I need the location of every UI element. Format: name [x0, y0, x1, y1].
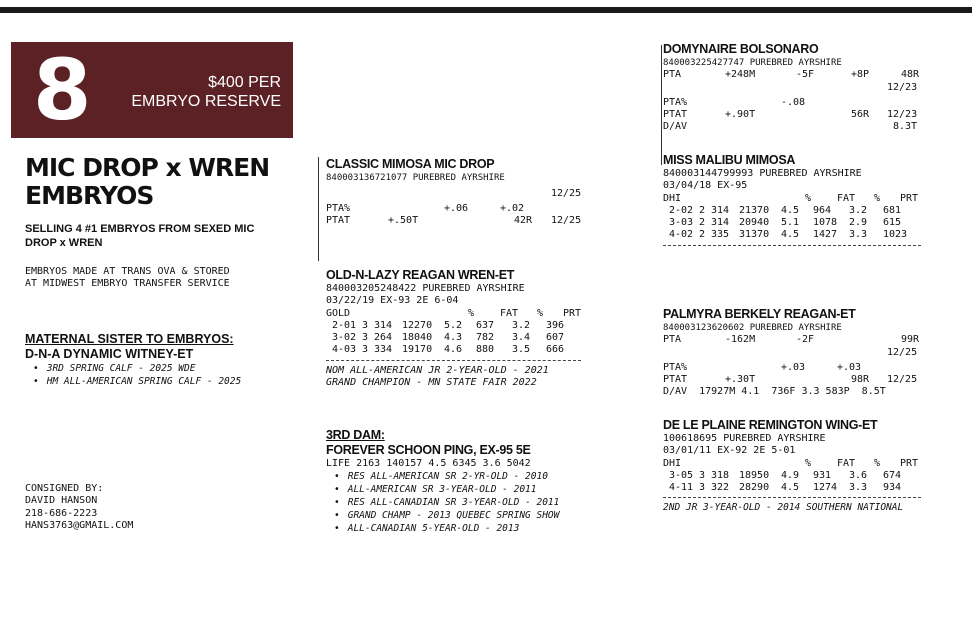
cell-pct: 4.6: [444, 344, 463, 356]
header-fat: FAT: [837, 457, 856, 469]
pta-pct-label: PTA%: [663, 96, 688, 108]
consigned-label: CONSIGNED BY:: [25, 483, 104, 494]
cell-fat: 964: [813, 204, 832, 216]
record-table: [663, 205, 925, 242]
header-label: DHI: [663, 192, 682, 204]
cell-fpct: 3.6: [849, 469, 868, 481]
cell-fat: 1078: [813, 217, 838, 229]
third-dam-heading: 3RD DAM:: [326, 428, 385, 442]
cell-c: 318: [711, 469, 730, 481]
cell-pct: 4.5: [781, 229, 800, 241]
made-at-line-2: AT MIDWEST EMBRYO TRANSFER SERVICE: [25, 278, 230, 290]
list-item: • ALL-CANADIAN 5-YEAR-OLD - 2013: [334, 522, 626, 535]
reliability-value: 99R: [901, 334, 920, 346]
dam-block: [326, 268, 591, 389]
cell-milk: 18040: [402, 332, 433, 344]
consignor-email: HANS3763@GMAIL.COM: [25, 519, 134, 531]
cell-b: 3: [362, 344, 369, 356]
header-label: GOLD: [326, 307, 351, 319]
cell-c: 314: [374, 319, 393, 331]
consignor-block: [25, 483, 133, 532]
cell-prt: 666: [546, 344, 565, 356]
domynaire-row-5: [663, 121, 925, 133]
ptat-label: PTAT: [663, 374, 688, 386]
cell-prt: 674: [883, 469, 902, 481]
cell-a: 4-11: [669, 482, 694, 494]
cell-pct: 4.5: [781, 204, 800, 216]
table-row: [326, 332, 591, 344]
made-at-line-1: EMBRYOS MADE AT TRANS OVA & STORED: [25, 266, 230, 277]
fat-value: -5F: [796, 69, 815, 81]
dam-reg: 840003205248422 PUREBRED AYRSHIRE: [326, 283, 525, 294]
cell-milk: 20940: [739, 217, 770, 229]
cell-a: 2-01: [332, 319, 357, 331]
sire-name: CLASSIC MIMOSA MIC DROP: [326, 157, 495, 171]
cell-a: 3-02: [332, 332, 357, 344]
dam-name: OLD-N-LAZY REAGAN WREN-ET: [326, 268, 515, 282]
cell-a: 3-03: [669, 217, 694, 229]
palmyra-block: [663, 307, 925, 399]
milk-value: +248M: [725, 69, 756, 81]
cell-milk: 19170: [402, 344, 433, 356]
dashed-rule: [326, 360, 581, 361]
cell-milk: 18950: [739, 469, 770, 481]
prt-value: +8P: [851, 69, 870, 81]
malibu-name: MISS MALIBU MIMOSA: [663, 153, 796, 167]
dashed-rule: [663, 245, 921, 246]
ptat-label: PTAT: [663, 109, 688, 121]
domynaire-row-4: [663, 109, 925, 121]
cell-milk: 28290: [739, 482, 770, 494]
third-dam-name: FOREVER SCHOON PING, EX-95 5E: [326, 443, 531, 457]
reliability-value: 98R: [851, 374, 870, 386]
ptat-value: +.50T: [388, 214, 419, 226]
cell-milk: 31370: [739, 229, 770, 241]
malibu-block: [663, 153, 925, 250]
milk-value: -162M: [725, 334, 756, 346]
ptat-value: +.30T: [725, 374, 756, 386]
deleplaine-name: DE LE PLAINE REMINGTON WING-ET: [663, 418, 878, 432]
fat-pct-value: +.03: [781, 361, 806, 373]
cell-c: 314: [711, 217, 730, 229]
sire-reg: 840003136721077 PUREBRED AYRSHIRE: [326, 173, 505, 183]
cell-fpct: 3.4: [512, 332, 531, 344]
cell-prt: 396: [546, 319, 565, 331]
price-line-1: $400 PER: [208, 74, 281, 91]
header-prt: PRT: [900, 457, 919, 469]
header-pct: %: [805, 192, 812, 204]
lot-title: [25, 154, 269, 210]
cell-pct: 4.9: [781, 469, 800, 481]
consignor-name: DAVID HANSON: [25, 495, 98, 507]
deleplaine-reg: 100618695 PUREBRED AYRSHIRE: [663, 433, 826, 444]
table-row: [663, 229, 925, 241]
cell-c: 264: [374, 332, 393, 344]
domynaire-row-1: [663, 69, 925, 81]
price-line-2: EMBRYO RESERVE: [131, 93, 281, 110]
domynaire-reg: 840003225427747 PUREBRED AYRSHIRE: [663, 58, 842, 68]
header-pct: %: [805, 457, 812, 469]
cell-fat: 1274: [813, 482, 838, 494]
reliability-value: 42R: [514, 214, 533, 226]
third-dam-awards: [334, 470, 626, 535]
cell-milk: 12270: [402, 319, 433, 331]
pta-date: 12/25: [887, 346, 918, 358]
palmyra-dav: D/AV 17927M 4.1 736F 3.3 583P 8.5T: [663, 386, 886, 398]
divider-line: [661, 45, 662, 165]
cell-b: 3: [362, 332, 369, 344]
dam-table-header: [326, 308, 591, 320]
cell-c: 334: [374, 344, 393, 356]
prt-pct-value: +.03: [837, 361, 862, 373]
list-item: • 3RD SPRING CALF - 2025 WDE: [33, 362, 241, 375]
pta-pct-label: PTA%: [663, 361, 688, 373]
header-fat-pct: %: [874, 457, 881, 469]
cell-pct: 5.2: [444, 319, 463, 331]
table-row: [326, 344, 591, 356]
deleplaine-block: [663, 418, 963, 515]
cell-fpct: 3.2: [849, 204, 868, 216]
cell-prt: 1023: [883, 229, 908, 241]
price-label: [131, 73, 281, 111]
fat-value: -2F: [796, 334, 815, 346]
header-fat: FAT: [837, 192, 856, 204]
header-fat-pct: %: [874, 192, 881, 204]
domynaire-row-3: [663, 97, 925, 109]
list-item: • GRAND CHAMP - 2013 QUEBEC SPRING SHOW: [334, 509, 626, 522]
dav-value: 8.3T: [893, 121, 918, 133]
cell-c: 314: [711, 204, 730, 216]
title-line-1: MIC DROP x WREN: [25, 153, 270, 182]
domynaire-name: DOMYNAIRE BOLSONARO: [663, 42, 819, 56]
deleplaine-table-header: [663, 458, 963, 470]
cell-pct: 4.5: [781, 482, 800, 494]
pta-label: PTA: [663, 69, 682, 81]
lot-number: 8: [33, 41, 92, 139]
ptat-date: 12/23: [887, 109, 918, 121]
cell-fpct: 2.9: [849, 217, 868, 229]
sire-block: [326, 157, 591, 227]
cell-a: 4-02: [669, 229, 694, 241]
palmyra-reg: 840003123620602 PUREBRED AYRSHIRE: [663, 323, 842, 333]
top-rule: [0, 7, 972, 13]
cell-fat: 931: [813, 469, 832, 481]
table-row: [326, 320, 591, 332]
dav-label: D/AV: [663, 121, 688, 133]
cell-b: 3: [699, 469, 706, 481]
cell-prt: 615: [883, 217, 902, 229]
sister-heading: MATERNAL SISTER TO EMBRYOS:: [25, 332, 234, 346]
divider-line: [318, 157, 319, 261]
table-row: [663, 217, 925, 229]
cell-a: 2-02: [669, 204, 694, 216]
domynaire-row-2: [663, 82, 925, 94]
ptat-label: PTAT: [326, 214, 351, 226]
consignor-phone: 218-686-2223: [25, 507, 98, 519]
reliability-value: 48R: [901, 69, 920, 81]
ptat-value: +.90T: [725, 109, 756, 121]
palmyra-row-3: [663, 362, 925, 374]
cell-prt: 681: [883, 204, 902, 216]
list-item: • RES ALL-AMERICAN SR 2-YR-OLD - 2010: [334, 470, 626, 483]
cell-a: 3-05: [669, 469, 694, 481]
header-label: DHI: [663, 457, 682, 469]
cell-fpct: 3.3: [849, 229, 868, 241]
palmyra-row-2: [663, 347, 925, 359]
cell-c: 322: [711, 482, 730, 494]
prt-pct-value: +.02: [500, 202, 525, 214]
dam-class: 03/22/19 EX-93 2E 6-04: [326, 295, 459, 307]
pta-label: PTA: [663, 334, 682, 346]
fat-pct-value: +.06: [444, 202, 469, 214]
pta-pct-label: PTA%: [326, 202, 351, 214]
dam-award: GRAND CHAMPION - MN STATE FAIR 2022: [326, 377, 537, 389]
sister-name: D-N-A DYNAMIC WITNEY-ET: [25, 347, 194, 361]
cell-b: 2: [699, 204, 706, 216]
cell-fpct: 3.5: [512, 344, 531, 356]
record-table: [326, 320, 591, 357]
header-prt: PRT: [900, 192, 919, 204]
cell-pct: 5.1: [781, 217, 800, 229]
cell-fat: 782: [476, 332, 495, 344]
lot-banner: [11, 42, 293, 138]
reliability-value: 56R: [851, 109, 870, 121]
malibu-reg: 840003144799993 PUREBRED AYRSHIRE: [663, 168, 862, 179]
cell-fpct: 3.3: [849, 482, 868, 494]
palmyra-row-4: [663, 374, 925, 386]
malibu-class: 03/04/18 EX-95: [663, 180, 748, 192]
selling-text: SELLING 4 #1 EMBRYOS FROM SEXED MIC DROP x WREN: [25, 223, 255, 249]
cell-fpct: 3.2: [512, 319, 531, 331]
cell-fat: 1427: [813, 229, 838, 241]
cell-b: 2: [699, 229, 706, 241]
cell-pct: 4.3: [444, 332, 463, 344]
table-row: [663, 205, 925, 217]
header-prt: PRT: [563, 307, 582, 319]
cell-fat: 880: [476, 344, 495, 356]
ptat-date: 12/25: [887, 374, 918, 386]
cell-prt: 934: [883, 482, 902, 494]
fat-pct-value: -.08: [781, 96, 806, 108]
list-item: • HM ALL-AMERICAN SPRING CALF - 2025: [33, 375, 241, 388]
pta-date: 12/23: [887, 81, 918, 93]
cell-c: 335: [711, 229, 730, 241]
domynaire-block: [663, 42, 925, 134]
table-row: [663, 470, 963, 482]
table-row: [663, 482, 963, 494]
cell-prt: 607: [546, 332, 565, 344]
header-fat-pct: %: [537, 307, 544, 319]
cell-b: 3: [699, 482, 706, 494]
palmyra-name: PALMYRA BERKELY REAGAN-ET: [663, 307, 856, 321]
sister-awards: [33, 362, 241, 388]
list-item: • RES ALL-CANADIAN SR 3-YEAR-OLD - 2011: [334, 496, 626, 509]
ptat-date: 12/25: [551, 214, 582, 226]
cell-milk: 21370: [739, 204, 770, 216]
sire-row-1: [326, 188, 591, 200]
pta-date: 12/25: [551, 188, 582, 200]
dashed-rule: [663, 497, 921, 498]
cell-b: 3: [362, 319, 369, 331]
sire-row-3: [326, 215, 591, 227]
palmyra-row-1: [663, 334, 925, 346]
record-table: [663, 470, 963, 495]
cell-a: 4-03: [332, 344, 357, 356]
sire-row-2: [326, 203, 591, 215]
header-pct: %: [468, 307, 475, 319]
deleplaine-class: 03/01/11 EX-92 2E 5-01: [663, 445, 796, 457]
dam-award: NOM ALL-AMERICAN JR 2-YEAR-OLD - 2021: [326, 364, 549, 376]
made-at-text: [25, 266, 230, 291]
list-item: • ALL-AMERICAN SR 3-YEAR-OLD - 2011: [334, 483, 626, 496]
cell-fat: 637: [476, 319, 495, 331]
deleplaine-award: 2ND JR 3-YEAR-OLD - 2014 SOUTHERN NATIONAL: [663, 502, 904, 514]
header-fat: FAT: [500, 307, 519, 319]
third-dam-block: [326, 428, 626, 535]
malibu-table-header: [663, 193, 925, 205]
third-dam-life: LIFE 2163 140157 4.5 6345 3.6 5042: [326, 458, 531, 469]
title-line-2: EMBRYOS: [25, 181, 154, 210]
cell-b: 2: [699, 217, 706, 229]
